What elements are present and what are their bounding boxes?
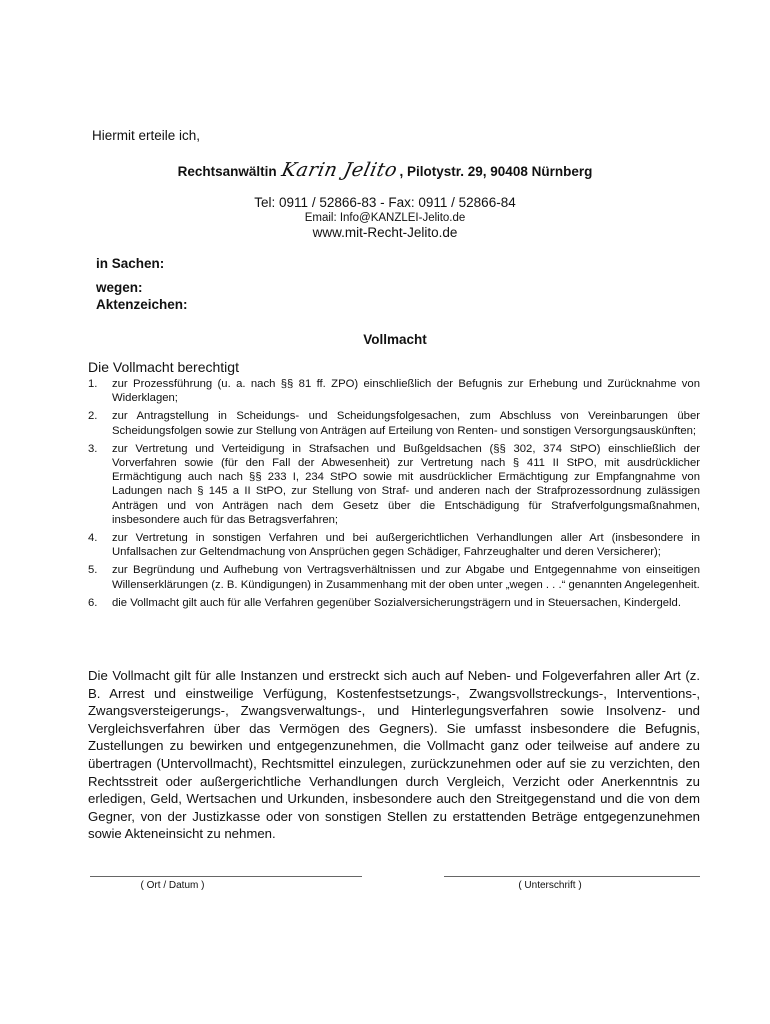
list-item-text: zur Prozessführung (u. a. nach §§ 81 ff. ZPO) einschließlich der Befugnis zur Erhebung und Zurücknahme von Widerklagen; [112, 378, 700, 405]
list-item-number: 6. [88, 596, 98, 609]
list-item [88, 442, 700, 527]
list-item-number: 2. [88, 410, 98, 423]
list-item [88, 563, 700, 591]
email-text: Email: Info@KANZLEI-Jelito.de [304, 212, 466, 224]
website-text: www.mit-Recht-Jelito.de [312, 225, 458, 240]
list-item-text: die Vollmacht gilt auch für alle Verfahren gegenüber Sozialversicherungsträgern und in Steuersachen, Kindergeld. [112, 596, 681, 609]
aktenzeichen-label: Aktenzeichen: [96, 297, 188, 312]
scope-paragraph: Die Vollmacht gilt für alle Instanzen und erstreckt sich auch auf Neben- und Folgeverfahren aller Art (z. B. Arrest und einstweilige Verfügung, Kostenfestsetzungs-, Zwangsvollstreckungs-, Interventions-, Zwangsversteigerungs-, Zwangsverwaltungs-, und Hinterlegungsverfahren sowie Insolvenz- und Vergleichsverfahren über das Vermögen des Gegners). Sie umfasst insbesondere die Befugnis, Zustellungen zu bewirken und entgegenzunehmen, die Vollmacht ganz oder teilweise auf andere zu übertragen (Untervollmacht), Rechtsmittel einzulegen, zurückzunehmen oder auf sie zu verzichten, den Rechtsstreit oder außergerichtliche Verhandlungen durch Vergleich, Verzicht oder Anerkenntnis zu erledigen, Geld, Wertsachen und Urkunden, insbesondere auch den Streitgegenstand und die von dem Gegner, von der Justizkasse oder von sonstigen Stellen zu erstattenden Beträge entgegenzunehmen sowie Akteneinsicht zu nehmen. [88, 668, 700, 842]
document-title: Vollmacht [363, 332, 427, 347]
list-item-text: zur Vertretung in sonstigen Verfahren und bei außergerichtlichen Verhandlungen aller Art (insbesondere in Unfallsachen zur Geltendmachung von Ansprüchen gegen Schädiger, Fahrzeughalter und deren Versicherer); [112, 532, 700, 559]
list-item-text: zur Vertretung und Verteidigung in Strafsachen und Bußgeldsachen (§§ 302, 374 StPO) einschließlich der Vorverfahren sowie (für den Fall der Abwesenheit) zur Vertretung nach § 411 II StPO, mit ausdrücklicher Ermächtigung auch nach §§ 233 I, 234 StPO sowie mit ausdrücklicher Ermächtigung zur Empfangnahme von Ladungen nach § 145 a II StPO, zur Stellung von Straf- und anderen nach der Strafprozessordnung zulässigen Anträgen und von Anträgen nach dem Gesetz über die Entschädigung für Strafverfolgungsmaßnahmen, insbesondere auch für das Betragsverfahren; [112, 442, 700, 526]
signature-logo: Karin Jelito [280, 159, 400, 181]
lawyer-line [0, 159, 770, 181]
signature-line[interactable] [444, 876, 700, 877]
signature-caption: ( Unterschrift ) [518, 880, 582, 891]
in-sachen-label: in Sachen: [96, 256, 165, 271]
place-date-caption: ( Ort / Datum ) [140, 880, 205, 891]
list-item [88, 377, 700, 405]
place-date-line[interactable] [90, 876, 362, 877]
list-item-text: zur Begründung und Aufhebung von Vertragsverhältnissen und zur Abgabe und Entgegennahme von einseitigen Willenserklärungen (z. B. Kündigungen) in Zusammenhang mit der oben unter „wegen . . .“ genannten Angelegenheit. [112, 564, 700, 591]
list-item [88, 409, 700, 437]
wegen-label: wegen: [96, 280, 143, 295]
lawyer-address: , Pilotystr. 29, 90408 Nürnberg [399, 164, 593, 179]
lead-text: Die Vollmacht berechtigt [88, 359, 239, 375]
list-item [88, 531, 700, 559]
list-item [88, 596, 700, 610]
list-item-number: 3. [88, 442, 98, 455]
authority-list [88, 377, 700, 614]
lawyer-prefix: Rechtsanwältin [177, 164, 277, 179]
list-item-number: 1. [88, 378, 98, 390]
intro-text: Hiermit erteile ich, [92, 128, 201, 143]
list-item-text: zur Antragstellung in Scheidungs- und Scheidungsfolgesachen, zum Abschluss von Vereinbarungen über Scheidungsfolgen sowie zur Stellung von Anträgen auf Erteilung von Renten- und sonstigen Versorgungsauskünften; [112, 410, 700, 437]
tel-fax: Tel: 0911 / 52866-83 - Fax: 0911 / 52866-84 [254, 195, 516, 210]
list-item-number: 5. [88, 564, 98, 577]
list-item-number: 4. [88, 532, 98, 545]
